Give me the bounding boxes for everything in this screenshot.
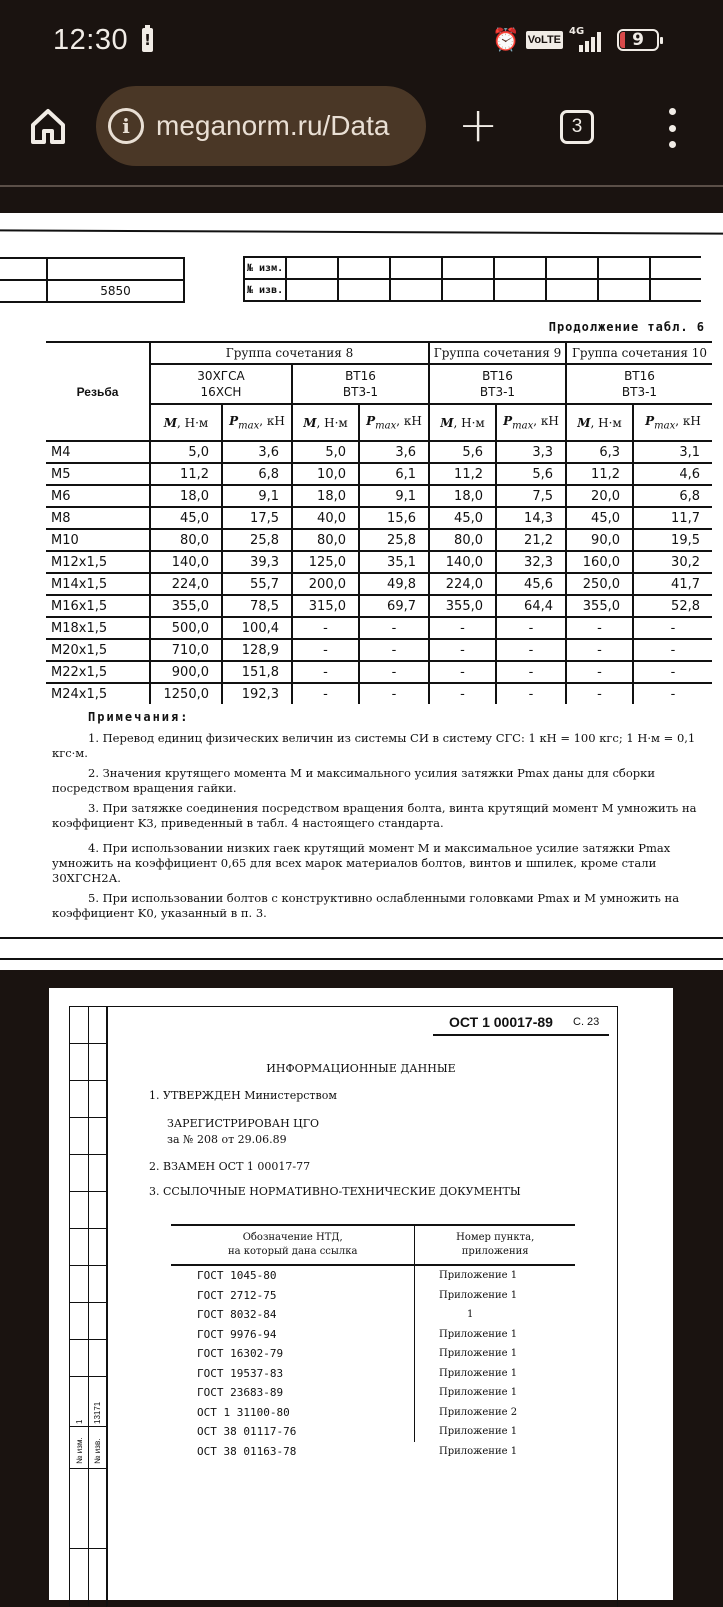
grid-line — [70, 1154, 108, 1155]
info-item: 3. ССЫЛОЧНЫЕ НОРМАТИВНО-ТЕХНИЧЕСКИЕ ДОКУМЕНТЫ — [149, 1185, 521, 1198]
notes-title: Примечания: — [88, 710, 190, 724]
value-cell: - — [633, 617, 712, 639]
value-cell: 10,0 — [292, 463, 359, 485]
url-bar[interactable] — [96, 86, 426, 166]
stamp-cell — [286, 279, 338, 301]
unit: , Н·м — [453, 415, 485, 430]
value-cell: 45,0 — [150, 507, 222, 529]
value-cell: 64,4 — [496, 595, 566, 617]
unit: , кН — [533, 413, 559, 428]
material-line: ВТ3-1 — [621, 385, 658, 399]
value-cell: 5,0 — [292, 441, 359, 463]
value-cell: - — [496, 683, 566, 704]
value-cell: 355,0 — [150, 595, 222, 617]
value-cell: - — [633, 683, 712, 704]
grid-line — [70, 1228, 108, 1229]
stamp-cell — [47, 258, 184, 280]
value-cell: - — [566, 639, 633, 661]
value-cell: 45,6 — [496, 573, 566, 595]
value-cell: - — [566, 683, 633, 704]
menu-dot — [669, 108, 676, 115]
material-header — [566, 364, 712, 404]
value-cell: - — [496, 661, 566, 683]
value-cell: 32,3 — [496, 551, 566, 573]
group-header: Группа сочетания 9 — [429, 342, 566, 364]
table-row — [46, 595, 712, 617]
symbol: М — [440, 415, 454, 430]
stamp-cell — [442, 257, 494, 279]
grid-line — [70, 1426, 108, 1427]
unit: , Н·м — [590, 415, 622, 430]
reference-ref: Приложение 1 — [439, 1367, 518, 1379]
material-line: 16ХСН — [200, 385, 242, 399]
document-page-1 — [0, 213, 723, 970]
value-cell: 200,0 — [292, 573, 359, 595]
header-col-ref — [415, 1226, 575, 1264]
value-cell: 151,8 — [222, 661, 292, 683]
signal-bar — [585, 41, 589, 52]
grid-line — [70, 1376, 108, 1377]
symbol: P — [645, 413, 655, 428]
value-cell: 69,7 — [359, 595, 429, 617]
reference-row — [171, 1325, 575, 1345]
value-cell: - — [429, 683, 496, 704]
stamp-cell — [338, 257, 390, 279]
table-continuation-label: Продолжение табл. 6 — [548, 320, 705, 334]
unit-header-force — [222, 404, 292, 441]
value-cell: 21,2 — [496, 529, 566, 551]
stamp-cell — [650, 257, 701, 279]
reference-doc: ГОСТ 2712-75 — [171, 1286, 415, 1306]
value-cell: 17,5 — [222, 507, 292, 529]
value-cell: 15,6 — [359, 507, 429, 529]
value-cell: 355,0 — [566, 595, 633, 617]
value-cell: 6,3 — [566, 441, 633, 463]
value-cell: 25,8 — [222, 529, 292, 551]
unit-header-force — [496, 404, 566, 441]
header-text: Обозначение НТД, — [242, 1232, 343, 1243]
value-cell: 45,0 — [429, 507, 496, 529]
reference-doc: ОСТ 38 01117-76 — [171, 1422, 415, 1442]
value-cell: 25,8 — [359, 529, 429, 551]
value-cell: 1250,0 — [150, 683, 222, 704]
reference-ref: Приложение 2 — [439, 1406, 518, 1418]
status-icons — [492, 26, 659, 54]
value-cell: 710,0 — [150, 639, 222, 661]
reference-table-body — [171, 1266, 575, 1461]
table-row — [46, 485, 712, 507]
page-border-line — [0, 937, 723, 939]
signal-bar — [597, 32, 601, 52]
value-cell: 18,0 — [429, 485, 496, 507]
toolbar-divider — [0, 185, 723, 187]
value-cell: 90,0 — [566, 529, 633, 551]
table-row — [46, 441, 712, 463]
table-row — [46, 639, 712, 661]
signal-icon — [569, 28, 611, 52]
value-cell: 500,0 — [150, 617, 222, 639]
material-header — [429, 364, 566, 404]
reference-table — [171, 1224, 575, 1461]
symbol: P — [366, 413, 376, 428]
battery-alert-glyph: ! — [144, 31, 151, 49]
info-item: 1. УТВЕРЖДЕН Министерством — [149, 1089, 337, 1102]
value-cell: 140,0 — [150, 551, 222, 573]
unit-header-torque — [150, 404, 222, 441]
volte-badge: VoLTE — [526, 31, 563, 49]
value-cell: 11,2 — [150, 463, 222, 485]
reference-doc: ГОСТ 8032-84 — [171, 1305, 415, 1325]
side-value: 13171 — [93, 1401, 102, 1424]
stamp-cell — [0, 258, 47, 280]
battery-icon — [617, 29, 659, 51]
value-cell: 20,0 — [566, 485, 633, 507]
info-item: 2. ВЗАМЕН ОСТ 1 00017-77 — [149, 1160, 311, 1173]
reference-doc: ГОСТ 16302-79 — [171, 1344, 415, 1364]
stamp-cell — [390, 257, 442, 279]
page-border-line — [0, 958, 723, 960]
unit-header-torque — [429, 404, 496, 441]
signal-bar — [591, 37, 595, 52]
stamp-cell — [546, 279, 598, 301]
section-title: ИНФОРМАЦИОННЫЕ ДАННЫЕ — [266, 1062, 456, 1075]
value-cell: 11,2 — [429, 463, 496, 485]
stamp-cell — [390, 279, 442, 301]
reference-row — [171, 1266, 575, 1286]
more-menu-icon[interactable] — [664, 108, 680, 148]
notes-section — [52, 710, 712, 926]
reference-ref: Приложение 1 — [439, 1387, 518, 1399]
unit: , кН — [396, 413, 422, 428]
value-cell: - — [292, 661, 359, 683]
value-cell: 80,0 — [292, 529, 359, 551]
unit: , Н·м — [177, 415, 209, 430]
value-cell: - — [496, 617, 566, 639]
network-type: 4G — [569, 26, 585, 37]
value-cell: 192,3 — [222, 683, 292, 704]
value-cell: 3,6 — [359, 441, 429, 463]
table-row — [46, 661, 712, 683]
note-item: 1. Перевод единиц физических величин из системы СИ в систему СГС: 1 кН = 100 кгс; 1 Н·м = 0,1 кгс·м. — [52, 731, 696, 760]
value-cell: 11,7 — [633, 507, 712, 529]
unit-header-force — [359, 404, 429, 441]
signal-bars — [579, 32, 601, 52]
table-body — [46, 441, 712, 704]
value-cell: 55,7 — [222, 573, 292, 595]
grid-line — [70, 1191, 108, 1192]
reference-row — [171, 1286, 575, 1306]
value-cell: 11,2 — [566, 463, 633, 485]
value-cell: - — [429, 661, 496, 683]
thread-cell: M6 — [46, 485, 150, 507]
grid-line — [88, 1006, 89, 1606]
value-cell: - — [292, 617, 359, 639]
unit: , кН — [259, 413, 285, 428]
alarm-icon: ⏰ — [492, 27, 520, 53]
note-item: 2. Значения крутящего момента M и максимального усилия затяжки Pmax даны для сборки посредством вращения гайки. — [52, 766, 655, 795]
table-row — [46, 573, 712, 595]
material-header — [292, 364, 429, 404]
material-line: ВТ16 — [624, 369, 655, 383]
header-underline — [433, 1034, 609, 1036]
grid-line — [70, 1302, 108, 1303]
material-line: ВТ16 — [482, 369, 513, 383]
grid-line — [70, 1548, 108, 1549]
side-label: № изв. — [93, 1438, 102, 1464]
value-cell: 3,6 — [222, 441, 292, 463]
table-row — [46, 617, 712, 639]
value-cell: 140,0 — [429, 551, 496, 573]
value-cell: - — [496, 639, 566, 661]
info-item: за № 208 от 29.06.89 — [167, 1133, 287, 1146]
subscript: max — [238, 420, 260, 432]
table-row — [46, 683, 712, 704]
battery-level: 9 — [632, 30, 644, 50]
stamp-cell — [546, 257, 598, 279]
value-cell: 52,8 — [633, 595, 712, 617]
stamp-cell — [650, 279, 701, 301]
note-item: 4. При использовании низких гаек крутящий момент M и максимальное усилие затяжки Pmax умножить на коэффициент 0,65 для всех марок материалов болтов, винтов и шпилек, кроме стали 30ХГСН2А. — [52, 841, 671, 885]
side-stamp-grid — [69, 1006, 108, 1606]
value-cell: 9,1 — [222, 485, 292, 507]
reference-ref: 1 — [467, 1309, 474, 1321]
reference-ref: Приложение 1 — [439, 1289, 518, 1301]
stamp-cell — [598, 279, 650, 301]
material-line: 30ХГСА — [197, 369, 245, 383]
header-col-doc — [171, 1226, 415, 1264]
stamp-label: № изм. — [244, 257, 286, 279]
value-cell: 3,1 — [633, 441, 712, 463]
value-cell: - — [633, 639, 712, 661]
symbol: М — [577, 415, 591, 430]
stamp-block-right — [243, 256, 701, 302]
thread-cell: M10 — [46, 529, 150, 551]
value-cell: 6,8 — [633, 485, 712, 507]
value-cell: - — [292, 639, 359, 661]
material-line: ВТ3-1 — [342, 385, 379, 399]
thread-header: Резьба — [46, 342, 150, 441]
value-cell: 41,7 — [633, 573, 712, 595]
clock: 12:30 — [53, 24, 129, 56]
value-cell: 80,0 — [150, 529, 222, 551]
unit: , кН — [675, 413, 701, 428]
reference-ref: Приложение 1 — [439, 1348, 518, 1360]
grid-line — [70, 1043, 108, 1044]
table-row — [46, 463, 712, 485]
header-text: на который дана ссылка — [227, 1246, 358, 1257]
value-cell: - — [566, 617, 633, 639]
stamp-cell — [494, 257, 546, 279]
reference-doc: ГОСТ 1045-80 — [171, 1266, 415, 1286]
value-cell: - — [633, 661, 712, 683]
thread-cell: M20x1,5 — [46, 639, 150, 661]
reference-doc: ГОСТ 9976-94 — [171, 1325, 415, 1345]
thread-cell: M22x1,5 — [46, 661, 150, 683]
value-cell: 900,0 — [150, 661, 222, 683]
side-label: № изм. — [75, 1437, 84, 1464]
value-cell: 100,4 — [222, 617, 292, 639]
reference-row — [171, 1403, 575, 1423]
symbol: P — [229, 413, 239, 428]
value-cell: 160,0 — [566, 551, 633, 573]
symbol: М — [163, 415, 178, 430]
reference-row — [171, 1305, 575, 1325]
page-number: С. 23 — [573, 1016, 600, 1028]
reference-doc: ГОСТ 19537-83 — [171, 1364, 415, 1384]
subscript: max — [375, 420, 397, 432]
stamp-cell — [338, 279, 390, 301]
stamp-label: № изв. — [244, 279, 286, 301]
reference-row — [171, 1364, 575, 1384]
value-cell: 35,1 — [359, 551, 429, 573]
reference-row — [171, 1383, 575, 1403]
stamp-block-left — [0, 257, 185, 303]
reference-doc: ГОСТ 23683-89 — [171, 1383, 415, 1403]
value-cell: 45,0 — [566, 507, 633, 529]
value-cell: 128,9 — [222, 639, 292, 661]
document-code: ОСТ 1 00017-89 — [449, 1014, 553, 1030]
value-cell: - — [359, 639, 429, 661]
menu-dot — [669, 125, 676, 132]
unit-header-force — [633, 404, 712, 441]
subscript: max — [654, 420, 676, 432]
group-header: Группа сочетания 10 — [566, 342, 712, 364]
table-row — [46, 529, 712, 551]
grid-line — [70, 1468, 108, 1469]
document-page-2 — [49, 988, 673, 1600]
reference-ref: Приложение 1 — [439, 1270, 518, 1282]
side-value: 1 — [75, 1419, 84, 1424]
material-line: ВТ16 — [345, 369, 376, 383]
value-cell: 78,5 — [222, 595, 292, 617]
url-text[interactable]: meganorm.ru/Data — [156, 110, 390, 141]
stamp-cell — [442, 279, 494, 301]
info-icon[interactable]: i — [108, 108, 144, 144]
header-text: Номер пункта, — [456, 1232, 535, 1243]
value-cell: 5,0 — [150, 441, 222, 463]
unit-header-torque — [292, 404, 359, 441]
reference-doc: ОСТ 38 01163-78 — [197, 1444, 297, 1458]
reference-doc: ОСТ 1 31100-80 — [171, 1403, 415, 1423]
reference-row — [171, 1422, 575, 1442]
table-row — [46, 551, 712, 573]
value-cell: 14,3 — [496, 507, 566, 529]
thread-cell: M16x1,5 — [46, 595, 150, 617]
value-cell: 5,6 — [496, 463, 566, 485]
value-cell: - — [566, 661, 633, 683]
value-cell: 9,1 — [359, 485, 429, 507]
unit: , Н·м — [316, 415, 348, 430]
value-cell: 224,0 — [429, 573, 496, 595]
status-bar — [0, 0, 723, 82]
grid-line — [70, 1339, 108, 1340]
value-cell: 3,3 — [496, 441, 566, 463]
torque-table — [46, 341, 712, 704]
value-cell: 30,2 — [633, 551, 712, 573]
grid-line — [70, 1006, 108, 1007]
info-item: ЗАРЕГИСТРИРОВАН ЦГО — [167, 1117, 320, 1130]
value-cell: 315,0 — [292, 595, 359, 617]
new-tab-button[interactable]: + — [458, 97, 499, 153]
browser-toolbar — [0, 82, 723, 182]
stamp-cell — [286, 257, 338, 279]
stamp-value: 5850 — [47, 280, 184, 302]
header-text: приложения — [461, 1246, 529, 1257]
value-cell: - — [429, 617, 496, 639]
value-cell: 4,6 — [633, 463, 712, 485]
value-cell: 39,3 — [222, 551, 292, 573]
menu-dot — [669, 141, 676, 148]
grid-line — [70, 1080, 108, 1081]
thread-cell: M24x1,5 — [46, 683, 150, 704]
note-item: 5. При использовании болтов с конструктивно ослабленными головками Pmax и M умножить на коэффициент K0, указанный в п. 3. — [52, 891, 680, 920]
value-cell: 18,0 — [292, 485, 359, 507]
stamp-cell — [494, 279, 546, 301]
value-cell: 355,0 — [429, 595, 496, 617]
group-header: Группа сочетания 8 — [150, 342, 429, 364]
material-line: ВТ3-1 — [479, 385, 516, 399]
home-icon[interactable] — [28, 106, 68, 146]
page-border-line — [0, 229, 723, 234]
tab-switcher-button[interactable]: 3 — [560, 110, 594, 144]
value-cell: - — [292, 683, 359, 704]
value-cell: 5,6 — [429, 441, 496, 463]
table-row — [46, 507, 712, 529]
battery-alert-icon — [142, 28, 153, 52]
reference-row — [171, 1442, 575, 1462]
signal-bar — [579, 45, 583, 52]
unit-header-torque — [566, 404, 633, 441]
value-cell: - — [359, 683, 429, 704]
value-cell: 19,5 — [633, 529, 712, 551]
value-cell: 49,8 — [359, 573, 429, 595]
value-cell: 7,5 — [496, 485, 566, 507]
value-cell: 40,0 — [292, 507, 359, 529]
reference-row — [171, 1344, 575, 1364]
thread-cell: M5 — [46, 463, 150, 485]
value-cell: 18,0 — [150, 485, 222, 507]
value-cell: 80,0 — [429, 529, 496, 551]
value-cell: - — [359, 661, 429, 683]
value-cell: 125,0 — [292, 551, 359, 573]
value-cell: 250,0 — [566, 573, 633, 595]
reference-ref: Приложение 1 — [439, 1328, 518, 1340]
value-cell: 6,1 — [359, 463, 429, 485]
thread-cell: M12x1,5 — [46, 551, 150, 573]
stamp-cell — [598, 257, 650, 279]
thread-cell: M18x1,5 — [46, 617, 150, 639]
note-item: 3. При затяжке соединения посредством вращения болта, винта крутящий момент M умножить на коэффициент K3, приведенный в табл. 4 настоящего стандарта. — [52, 801, 697, 830]
value-cell: - — [359, 617, 429, 639]
symbol: М — [303, 415, 317, 430]
value-cell: 6,8 — [222, 463, 292, 485]
subscript: max — [512, 420, 534, 432]
value-cell: - — [429, 639, 496, 661]
value-cell: 224,0 — [150, 573, 222, 595]
grid-line — [70, 1117, 108, 1118]
reference-ref: Приложение 1 — [439, 1445, 518, 1457]
reference-ref: Приложение 1 — [439, 1426, 518, 1438]
stamp-cell — [0, 280, 47, 302]
material-header — [150, 364, 292, 404]
thread-cell: M8 — [46, 507, 150, 529]
reference-table-header — [171, 1226, 575, 1266]
thread-cell: M4 — [46, 441, 150, 463]
grid-line — [70, 1265, 108, 1266]
symbol: P — [503, 413, 513, 428]
thread-cell: M14x1,5 — [46, 573, 150, 595]
